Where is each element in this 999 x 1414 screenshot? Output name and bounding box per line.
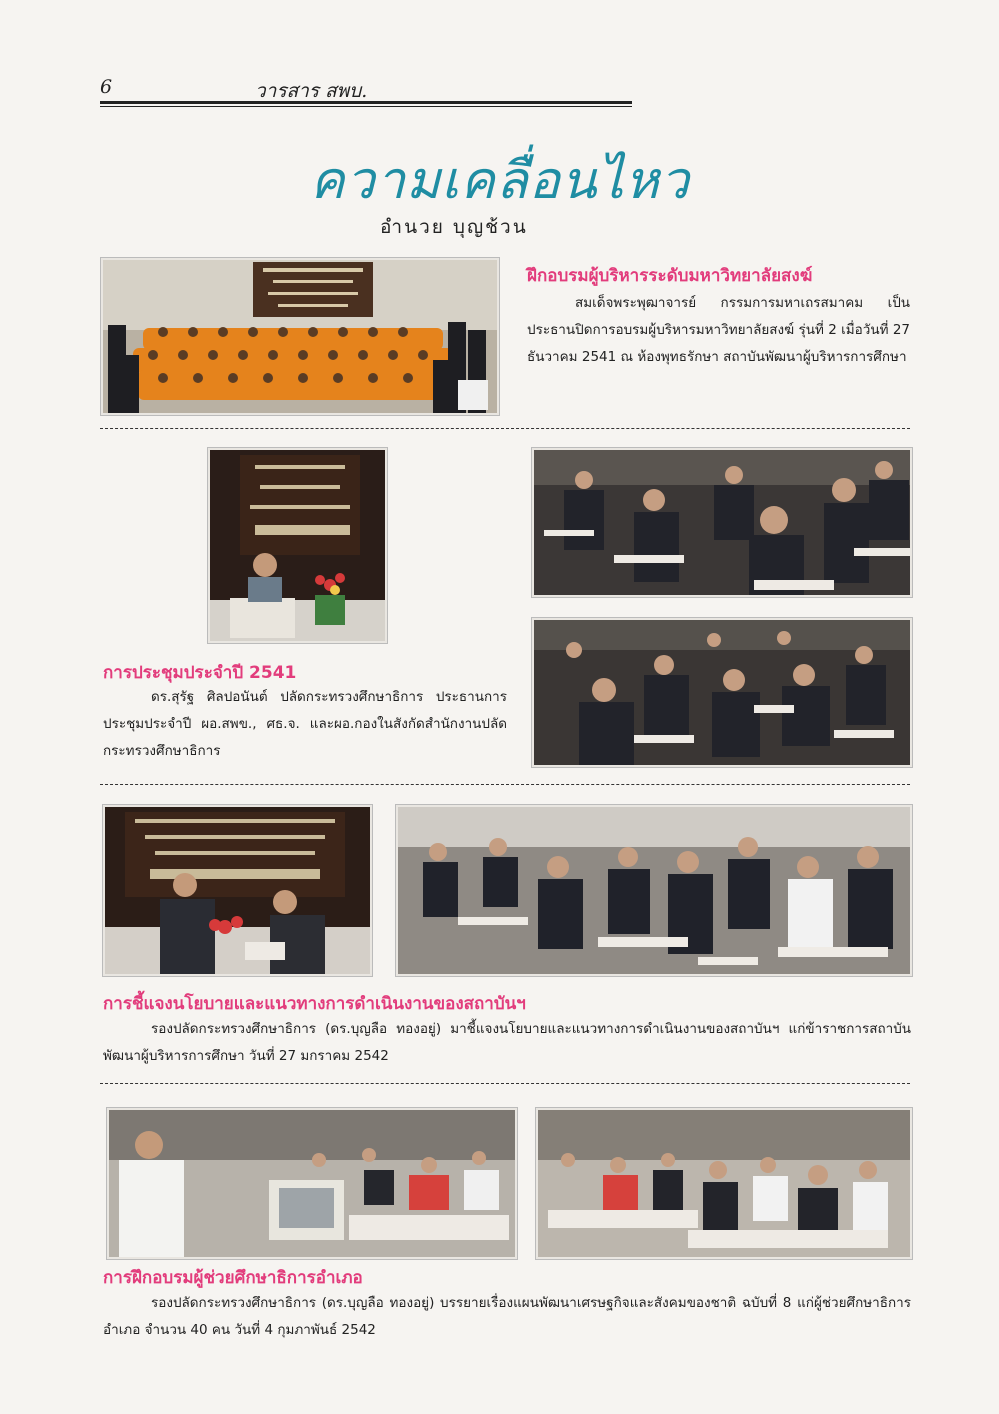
section-title-monk-university: ฝึกอบรมผู้บริหารระดับมหาวิทยาลัยสงฆ์ bbox=[527, 266, 813, 286]
article-title: ความเคลื่อนไหว bbox=[309, 151, 691, 211]
article-author: อำนวย บุญช้วน bbox=[380, 216, 528, 238]
photo-seminar-audience bbox=[396, 805, 912, 976]
photo-speaker-podium bbox=[208, 448, 387, 643]
section-body-district-training: รองปลัดกระทรวงศึกษาธิการ (ดร.บุญลือ ทองอยู่) บรรยายเรื่องแผนพัฒนาเศรษฐกิจและสังคมของชาติ ฉบับที่ 8 แก่ผู้ช่วยศึกษาธิการอำเภอ จำนวน 40 คน วันที่ 4 กุมภาพันธ์ 2542 bbox=[103, 1295, 911, 1338]
section-body-monk-university: สมเด็จพระพุฒาจารย์ กรรมการมหาเถรสมาคม เป็นประธานปิดการอบรมผู้บริหารมหาวิทยาลัยสงฆ์ รุ่นที่ 2 เมื่อวันที่ 27 ธันวาคม 2541 ณ ห้องพุทธรักษา สถาบันพัฒนาผู้บริหารการศึกษา bbox=[527, 295, 910, 365]
section-body-annual-meeting: ดร.สุรัฐ ศิลปอนันต์ ปลัดกระทรวงศึกษาธิการ ประธานการประชุมประจำปี ผอ.สพข., ศธ.จ. และผอ.กองในสังกัดสำนักงานปลัดกระทรวงศึกษาธิการ bbox=[103, 689, 507, 759]
section-divider bbox=[100, 784, 910, 785]
photo-monks-group bbox=[101, 258, 499, 415]
photo-district-trainees bbox=[536, 1108, 912, 1259]
section-title-policy-briefing: การชี้แจงนโยบายและแนวทางการดำเนินงานของสถาบันฯ bbox=[103, 994, 526, 1014]
photo-seated-officials-1 bbox=[532, 448, 912, 597]
header-rule bbox=[100, 101, 632, 104]
header-rule-thin bbox=[100, 106, 632, 107]
photo-award-handover bbox=[103, 805, 372, 976]
section-title-annual-meeting: การประชุมประจำปี 2541 bbox=[103, 663, 297, 683]
section-divider bbox=[100, 428, 910, 429]
section-divider bbox=[100, 1083, 910, 1084]
section-title-district-training: การฝึกอบรมผู้ช่วยศึกษาธิการอำเภอ bbox=[103, 1268, 363, 1288]
journal-name: วารสาร สพบ. bbox=[255, 80, 368, 102]
page-number: 6 bbox=[100, 76, 113, 98]
photo-seated-officials-2 bbox=[532, 618, 912, 767]
photo-lecturer-computer bbox=[107, 1108, 517, 1259]
section-body-policy-briefing: รองปลัดกระทรวงศึกษาธิการ (ดร.บุญลือ ทองอยู่) มาชี้แจงนโยบายและแนวทางการดำเนินงานของสถาบันฯ แก่ข้าราชการสถาบันพัฒนาผู้บริหารการศึกษา วันที่ 27 มกราคม 2542 bbox=[103, 1021, 911, 1064]
